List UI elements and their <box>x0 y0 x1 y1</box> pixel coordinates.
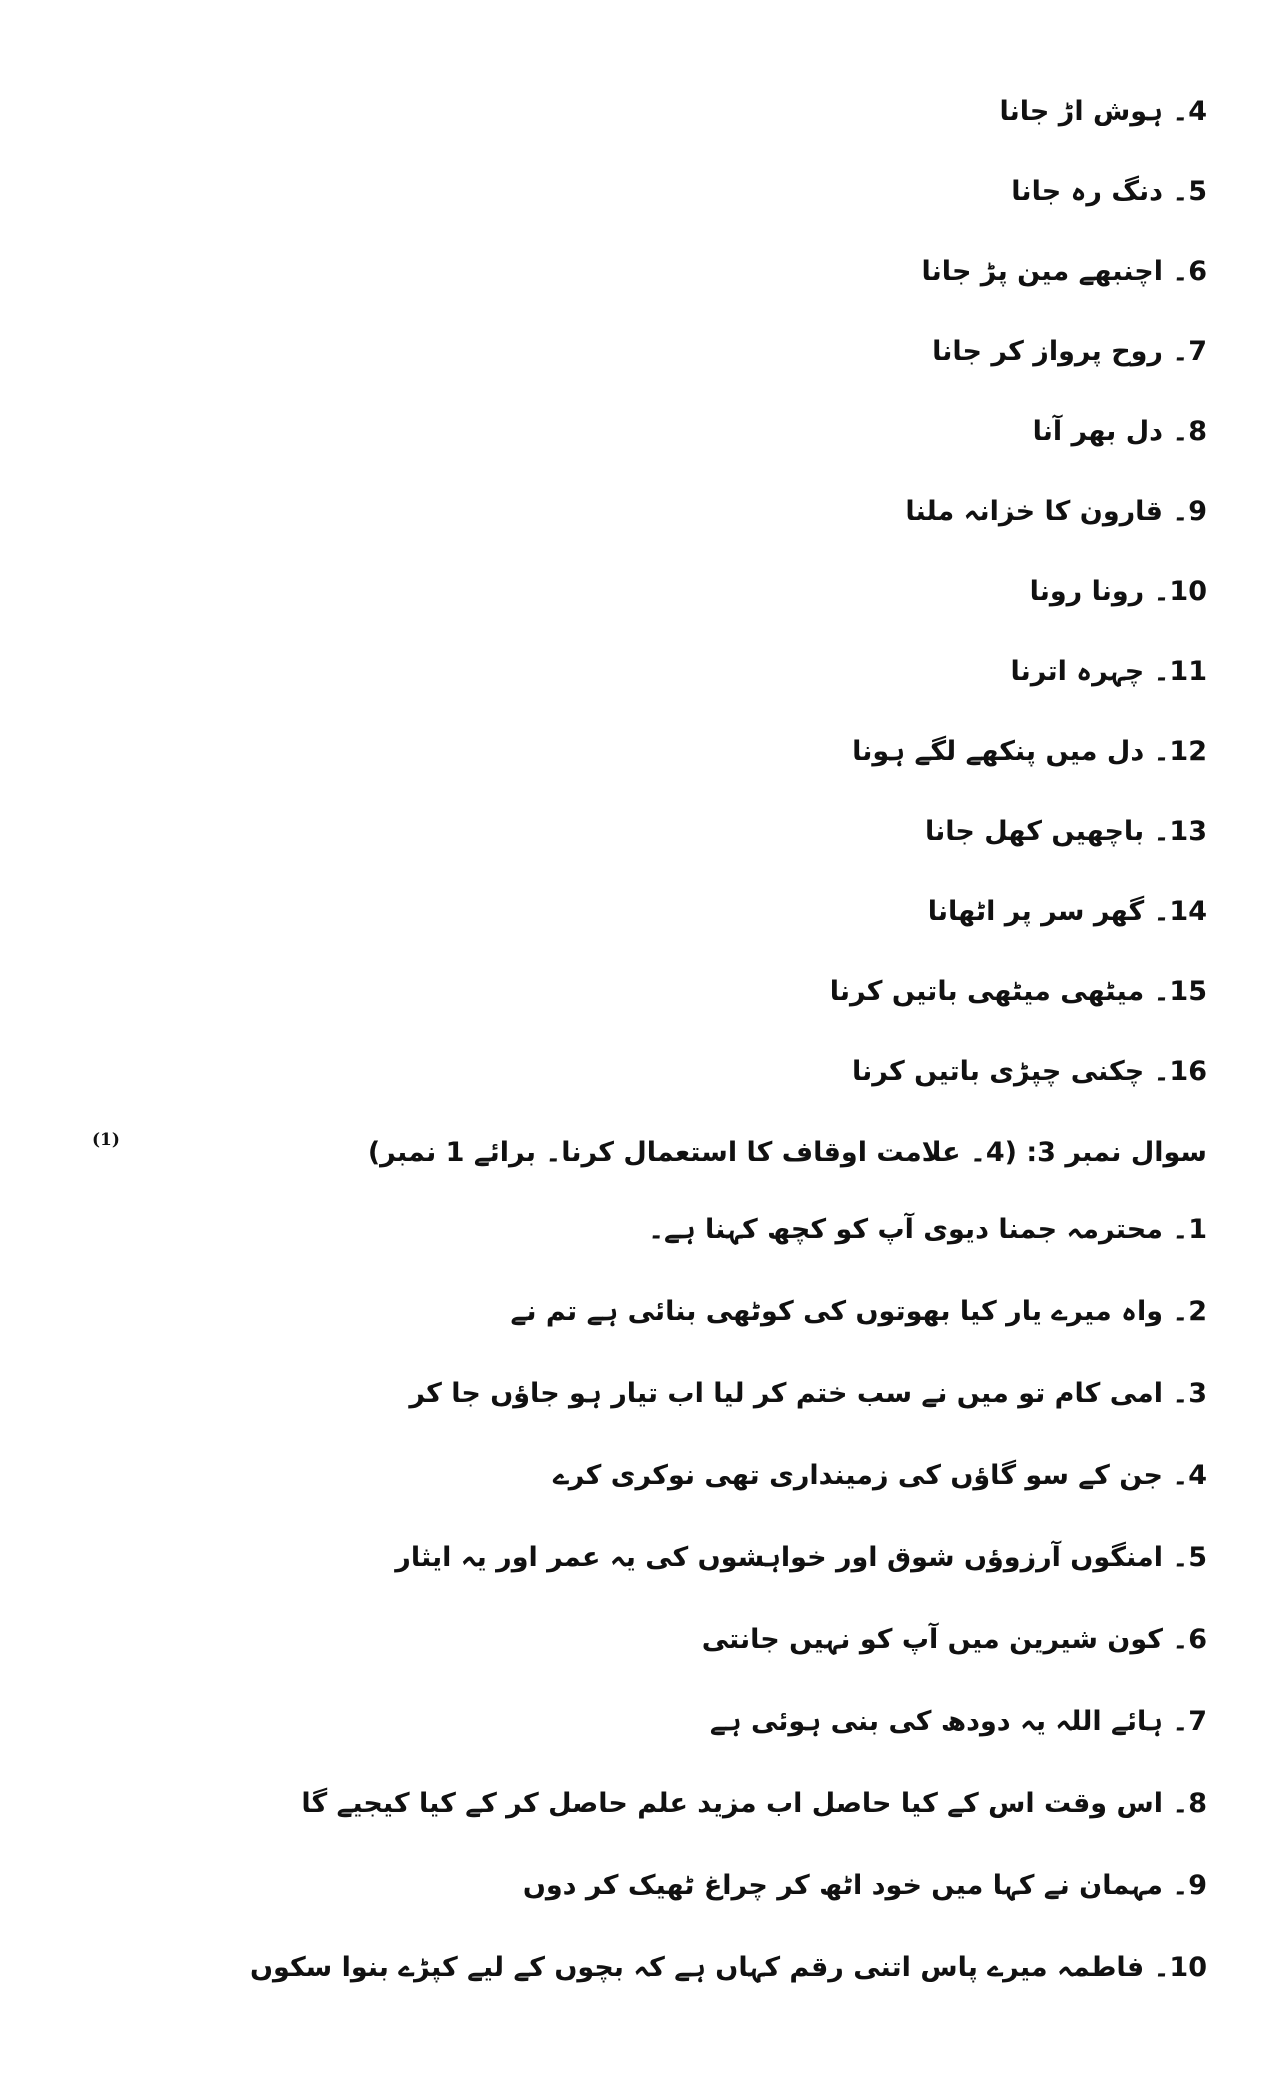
idiom-item: 15۔ میٹھی میٹھی باتیں کرنا <box>829 976 1207 1007</box>
idiom-item: 11۔ چہرہ اترنا <box>1010 656 1207 687</box>
sentence-item: 6۔ کون شیرین میں آپ کو نہیں جانتی <box>701 1624 1207 1655</box>
idiom-item: 8۔ دل بھر آنا <box>1032 416 1207 447</box>
sentence-item: 4۔ جن کے سو گاؤں کی زمینداری تھی نوکری کرے <box>552 1460 1207 1491</box>
idiom-item: 5۔ دنگ رہ جانا <box>1011 176 1207 207</box>
sentence-item: 10۔ فاطمہ میرے پاس اتنی رقم کہاں ہے کہ بچوں کے لیے کپڑے بنوا سکوں <box>249 1952 1207 1983</box>
question-heading: سوال نمبر 3: (4۔ علامت اوقاف کا استعمال کرنا۔ برائے 1 نمبر) <box>367 1137 1207 1168</box>
sentence-item: 8۔ اس وقت اس کے کیا حاصل اب مزید علم حاصل کر کے کیا کیجیے گا <box>301 1788 1207 1819</box>
sentence-item: 5۔ امنگوں آرزوؤں شوق اور خواہشوں کی یہ عمر اور یہ ایثار <box>395 1542 1207 1573</box>
idiom-item: 4۔ ہوش اڑ جانا <box>999 96 1207 127</box>
idiom-item: 6۔ اچنبھے مین پڑ جانا <box>921 256 1207 287</box>
idiom-item: 13۔ باچھیں کھل جانا <box>925 816 1207 847</box>
idiom-item: 7۔ روح پرواز کر جانا <box>932 336 1207 367</box>
sentence-item: 7۔ ہائے اللہ یہ دودھ کی بنی ہوئی ہے <box>709 1706 1207 1737</box>
idiom-item: 9۔ قارون کا خزانہ ملنا <box>905 496 1207 527</box>
sentence-item: 3۔ امی کام تو میں نے سب ختم کر لیا اب تیار ہو جاؤں جا کر <box>409 1378 1207 1409</box>
idiom-item: 14۔ گھر سر پر اٹھانا <box>927 896 1207 927</box>
sentence-item: 9۔ مہمان نے کہا میں خود اٹھ کر چراغ ٹھیک کر دوں <box>522 1870 1207 1901</box>
idiom-item: 12۔ دل میں پنکھے لگے ہونا <box>852 736 1207 767</box>
sentence-item: 2۔ واہ میرے یار کیا بھوتوں کی کوٹھی بنائی ہے تم نے <box>510 1296 1207 1327</box>
question-marks: (1) <box>92 1130 120 1150</box>
idiom-item: 10۔ رونا رونا <box>1029 576 1207 607</box>
sentence-item: 1۔ محترمہ جمنا دیوی آپ کو کچھ کہنا ہے۔ <box>648 1214 1207 1245</box>
idiom-item: 16۔ چکنی چپڑی باتیں کرنا <box>851 1056 1207 1087</box>
